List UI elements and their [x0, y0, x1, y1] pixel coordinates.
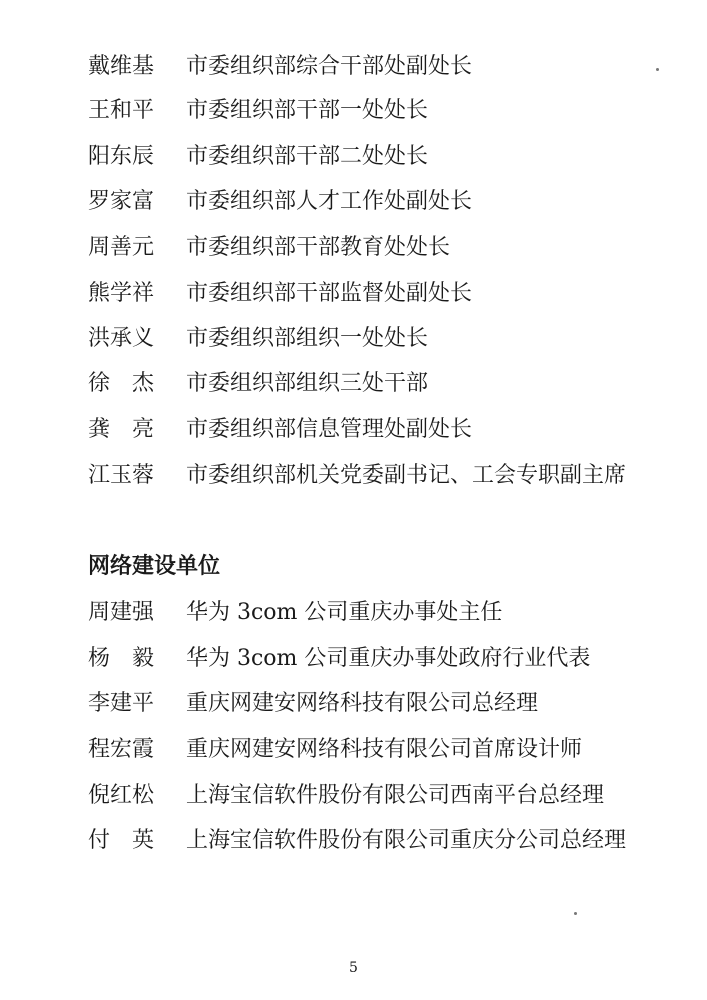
list-item: [88, 367, 428, 401]
person-name: 李建平: [88, 691, 155, 716]
list-item: [88, 779, 604, 813]
person-title: 上海宝信软件股份有限公司重庆分公司总经理: [186, 828, 627, 853]
list-item: [88, 94, 428, 128]
list-item: [88, 824, 626, 858]
person-title: 重庆网建安网络科技有限公司首席设计师: [186, 737, 583, 762]
person-name: 倪红松: [88, 783, 155, 808]
scan-speck: [656, 68, 659, 71]
person-title: 市委组织部干部一处处长: [186, 98, 429, 123]
list-item: [88, 140, 428, 174]
person-name: 周建强: [88, 600, 155, 625]
person-name: 阳东辰: [88, 144, 155, 169]
list-item: [88, 413, 472, 447]
list-item: [88, 733, 582, 767]
person-title: 重庆网建安网络科技有限公司总经理: [186, 691, 539, 716]
person-title: 华为 3com 公司重庆办事处主任: [186, 600, 503, 625]
section-heading: 网络建设单位: [88, 554, 221, 579]
person-title: 市委组织部组织一处处长: [186, 326, 429, 351]
person-name: 戴维基: [88, 54, 155, 79]
list-item: [88, 687, 538, 721]
person-name: 王和平: [88, 98, 155, 123]
person-name: 洪承义: [88, 326, 155, 351]
person-title: 上海宝信软件股份有限公司西南平台总经理: [186, 783, 605, 808]
person-title: 市委组织部信息管理处副处长: [186, 417, 473, 442]
list-item: [88, 185, 472, 219]
person-title: 市委组织部干部监督处副处长: [186, 281, 473, 306]
person-name: 徐 杰: [88, 371, 155, 396]
list-item: [88, 459, 626, 493]
person-title: 市委组织部人才工作处副处长: [186, 189, 473, 214]
person-title: 市委组织部干部二处处长: [186, 144, 429, 169]
scan-speck: [574, 912, 577, 915]
list-item: [88, 231, 450, 265]
list-item: [88, 596, 502, 630]
person-name: 罗家富: [88, 189, 155, 214]
person-title: 华为 3com 公司重庆办事处政府行业代表: [186, 646, 591, 671]
list-item: [88, 642, 590, 676]
person-name: 付 英: [88, 828, 155, 853]
person-name: 龚 亮: [88, 417, 155, 442]
person-name: 江玉蓉: [88, 463, 155, 488]
person-title: 市委组织部组织三处干部: [186, 371, 429, 396]
page-number: 5: [349, 960, 358, 976]
person-name: 周善元: [88, 235, 155, 260]
person-name: 杨 毅: [88, 646, 155, 671]
list-item: [88, 277, 472, 311]
person-title: 市委组织部综合干部处副处长: [186, 54, 473, 79]
person-title: 市委组织部干部教育处处长: [186, 235, 451, 260]
person-title: 市委组织部机关党委副书记、工会专职副主席: [186, 463, 627, 488]
list-item: [88, 322, 428, 356]
list-item: [88, 50, 472, 84]
person-name: 程宏霞: [88, 737, 155, 762]
person-name: 熊学祥: [88, 281, 155, 306]
